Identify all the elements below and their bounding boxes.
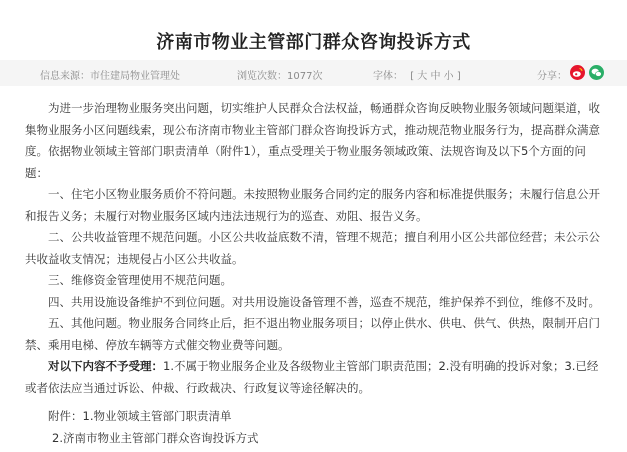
attachments — [48, 406, 258, 449]
item-5-paragraph: 五、其他问题。物业服务合同终止后，拒不退出物业服务项目；以停止供水、供电、供气、供热，限制开启门禁、乘用电梯、停放车辆等方式催交物业费等问题。 — [25, 316, 600, 352]
attachment-item-2[interactable]: 2.济南市物业主管部门群众咨询投诉方式 — [52, 430, 259, 445]
attachment-line-1 — [48, 406, 258, 428]
item-2-paragraph: 二、公共收益管理不规范问题。小区公共收益底数不清，管理不规范；擅自利用小区公共部位经营；未公示公共收益收支情况；违规侵占小区公共收益。 — [25, 230, 600, 266]
item-3-paragraph: 三、维修资金管理使用不规范问题。 — [48, 273, 232, 287]
font-bracket-open: [ — [410, 71, 415, 82]
share-label: 分享： — [537, 71, 567, 82]
font-bracket-close: ] — [456, 71, 461, 82]
exclusions-text: 1.不属于物业服务企业及各级物业主管部门职责范围；2.没有明确的投诉对象；3.已经或者依法应当通过诉讼、仲裁、行政裁决、行政复议等途径解决的。 — [25, 359, 599, 395]
view-count — [237, 67, 322, 82]
font-size-large[interactable]: 大 — [417, 71, 428, 82]
article-body — [25, 98, 605, 399]
source-info — [40, 67, 180, 82]
attachments-label: 附件： — [48, 409, 83, 423]
exclusions-lead: 对以下内容不予受理： — [48, 359, 163, 373]
article-meta-bar — [0, 60, 627, 86]
attachment-item-1[interactable]: 1.物业领域主管部门职责清单 — [82, 409, 232, 423]
intro-paragraph: 为进一步治理物业服务突出问题，切实维护人民群众合法权益，畅通群众咨询反映物业服务领域问题渠道，收集物业服务小区问题线索，现公布济南市物业主管部门群众咨询投诉方式，推动规范物业服务行为，提高群众满意度。依据物业领域主管部门职责清单（附件1），重点受理关于物业服务领域政策、法规咨询及以下5个方面的问题： — [25, 101, 600, 180]
exclusions-paragraph — [25, 356, 605, 399]
wechat-icon[interactable] — [589, 65, 604, 80]
views-label: 浏览次数： — [237, 71, 287, 82]
views-value: 1077次 — [287, 71, 323, 82]
weibo-icon[interactable] — [570, 65, 585, 80]
item-4-paragraph: 四、共用设施设备维护不到位问题。对共用设施设备管理不善，巡查不规范，维护保养不到位，维修不及时。 — [48, 294, 600, 309]
font-size-selector — [373, 67, 461, 82]
page-title: 济南市物业主管部门群众咨询投诉方式 — [156, 32, 471, 53]
font-label: 字体： — [373, 71, 403, 82]
font-size-small[interactable]: 小 — [443, 71, 454, 82]
font-size-medium[interactable]: 中 — [430, 71, 441, 82]
item-1-paragraph: 一、住宅小区物业服务质价不符问题。未按照物业服务合同约定的服务内容和标准提供服务；未履行信息公开和报告义务；未履行对物业服务区域内违法违规行为的巡查、劝阻、报告义务。 — [25, 187, 600, 223]
source-value: 市住建局物业管理处 — [90, 71, 180, 82]
source-label: 信息来源： — [40, 71, 90, 82]
